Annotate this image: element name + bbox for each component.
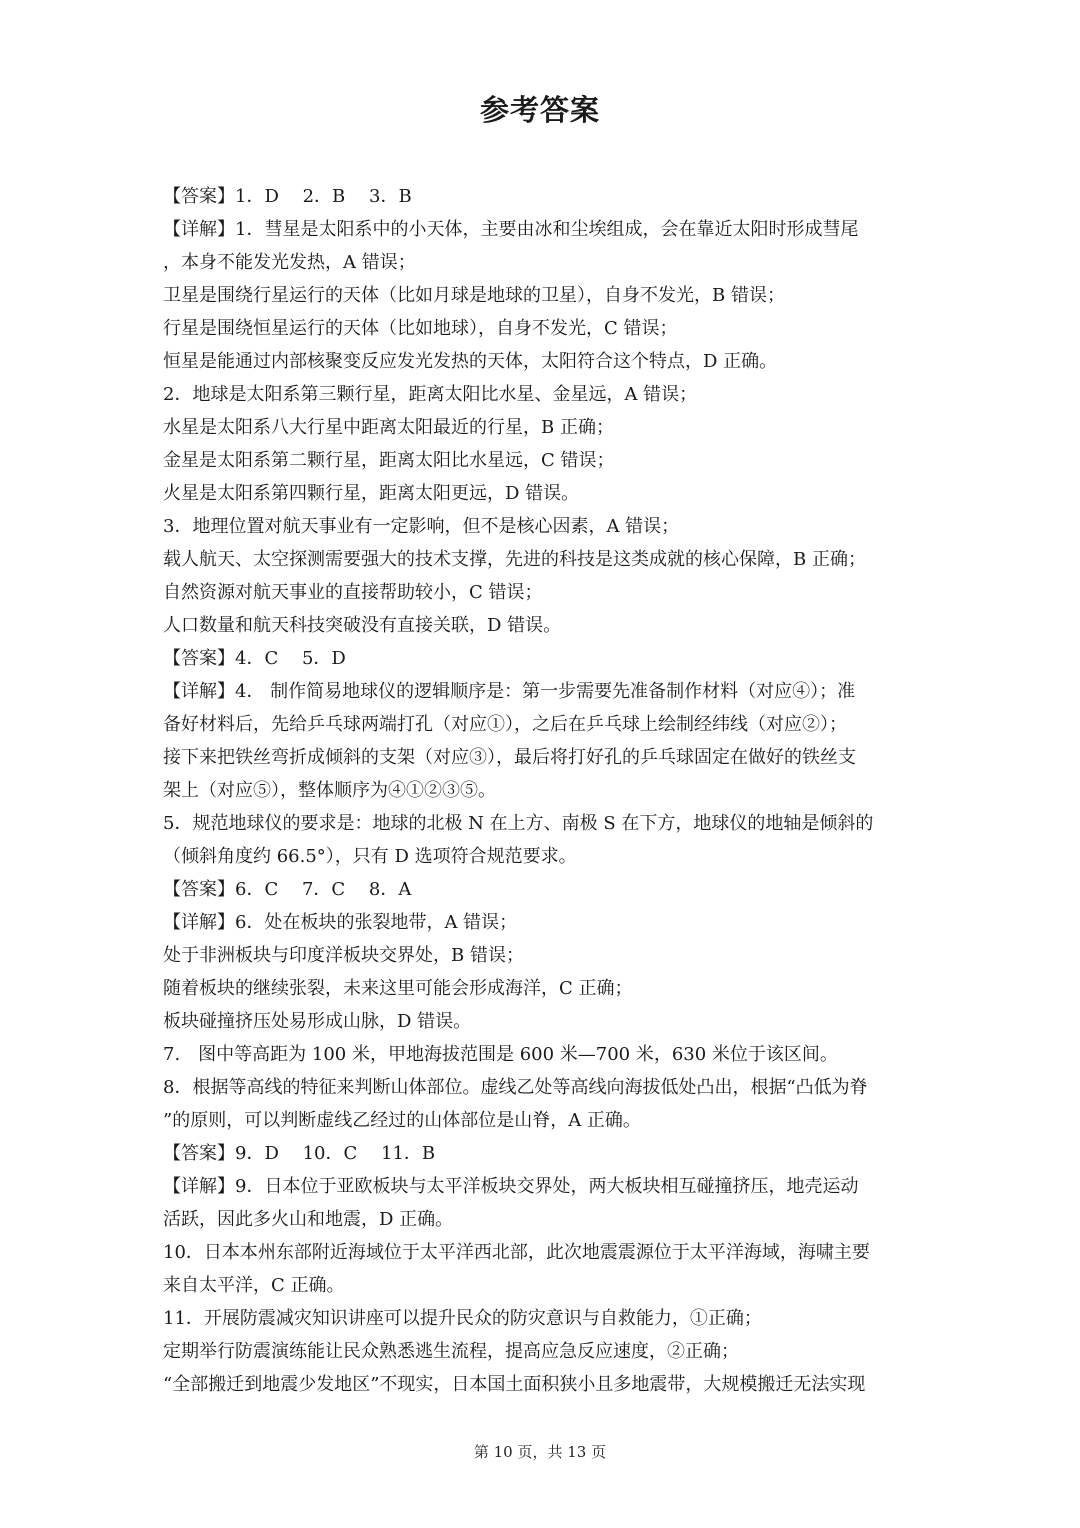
text-line: 8．根据等高线的特征来判断山体部位。虚线乙处等高线向海拔低处凸出，根据“凸低为脊 [163, 1077, 868, 1098]
text-line: 定期举行防震演练能让民众熟悉逃生流程，提高应急反应速度，②正确； [163, 1341, 739, 1362]
text-line: 5．规范地球仪的要求是：地球的北极 N 在上方、南极 S 在下方，地球仪的地轴是倾斜的 [163, 813, 874, 834]
text-line: 【答案】1．D 2．B 3．B [163, 186, 412, 207]
text-line: 【答案】4．C 5．D [163, 648, 346, 669]
text-line: 来自太平洋，C 正确。 [163, 1275, 345, 1296]
text-line: 人口数量和航天科技突破没有直接关联，D 错误。 [163, 615, 562, 636]
text-line: ”的原则，可以判断虚线乙经过的山体部位是山脊，A 正确。 [163, 1110, 641, 1131]
text-line: 备好材料后，先给乒乓球两端打孔（对应①），之后在乒乓球上绘制经纬线（对应②）； [163, 714, 847, 735]
text-line: （倾斜角度约 66.5°），只有 D 选项符合规范要求。 [163, 846, 577, 867]
text-line: 【详解】9．日本位于亚欧板块与太平洋板块交界处，两大板块相互碰撞挤压，地壳运动 [163, 1176, 859, 1197]
text-line: 【答案】9．D 10．C 11．B [163, 1143, 436, 1164]
text-line: 活跃，因此多火山和地震，D 正确。 [163, 1209, 454, 1230]
text-line: 7. 图中等高距为 100 米，甲地海拔范围是 600 米—700 米，630 米位于该区间。 [163, 1044, 838, 1065]
text-line: 卫星是围绕行星运行的天体（比如月球是地球的卫星），自身不发光，B 错误； [163, 285, 785, 306]
text-line: 随着板块的继续张裂，未来这里可能会形成海洋，C 正确； [163, 978, 633, 999]
text-line: 火星是太阳系第四颗行星，距离太阳更远，D 错误。 [163, 483, 580, 504]
text-line: 架上（对应⑤），整体顺序为④①②③⑤。 [163, 780, 496, 801]
text-line: 处于非洲板块与印度洋板块交界处，B 错误； [163, 945, 524, 966]
text-line: 【详解】1．彗星是太阳系中的小天体，主要由冰和尘埃组成，会在靠近太阳时形成彗尾 [163, 219, 859, 240]
text-line: 【答案】6．C 7．C 8．A [163, 879, 412, 900]
text-line: 载人航天、太空探测需要强大的技术支撑，先进的科技是这类成就的核心保障，B 正确； [163, 549, 866, 570]
text-line: 恒星是能通过内部核聚变反应发光发热的天体，太阳符合这个特点，D 正确。 [163, 351, 778, 372]
text-line: 3．地理位置对航天事业有一定影响，但不是核心因素，A 错误； [163, 516, 680, 537]
page-title: 参考答案 [479, 93, 600, 127]
text-line: 行星是围绕恒星运行的天体（比如地球），自身不发光，C 错误； [163, 318, 678, 339]
text-line: “全部搬迁到地震少发地区”不现实，日本国土面积狭小且多地震带，大规模搬迁无法实现 [163, 1374, 866, 1395]
text-line: 10．日本本州东部附近海域位于太平洋西北部，此次地震震源位于太平洋海域，海啸主要 [163, 1242, 870, 1263]
text-line: 【详解】4． 制作简易地球仪的逻辑顺序是：第一步需要先准备制作材料（对应④）；准 [163, 681, 856, 702]
text-line: 接下来把铁丝弯折成倾斜的支架（对应③），最后将打好孔的乒乓球固定在做好的铁丝支 [163, 747, 856, 768]
text-line: 金星是太阳系第二颗行星，距离太阳比水星远，C 错误； [163, 450, 615, 471]
text-line: 板块碰撞挤压处易形成山脉，D 错误。 [163, 1011, 472, 1032]
text-line: 2．地球是太阳系第三颗行星，距离太阳比水星、金星远，A 错误； [163, 384, 698, 405]
answer-body [163, 180, 915, 1401]
page-footer: 第 10 页，共 13 页 [473, 1443, 607, 1461]
text-line: 自然资源对航天事业的直接帮助较小，C 错误； [163, 582, 543, 603]
text-line: 【详解】6．处在板块的张裂地带，A 错误； [163, 912, 518, 933]
text-line: 11．开展防震减灾知识讲座可以提升民众的防灾意识与自救能力，①正确； [163, 1308, 762, 1329]
text-line: 水星是太阳系八大行星中距离太阳最近的行星，B 正确； [163, 417, 614, 438]
text-line: ，本身不能发光发热，A 错误； [163, 252, 416, 273]
